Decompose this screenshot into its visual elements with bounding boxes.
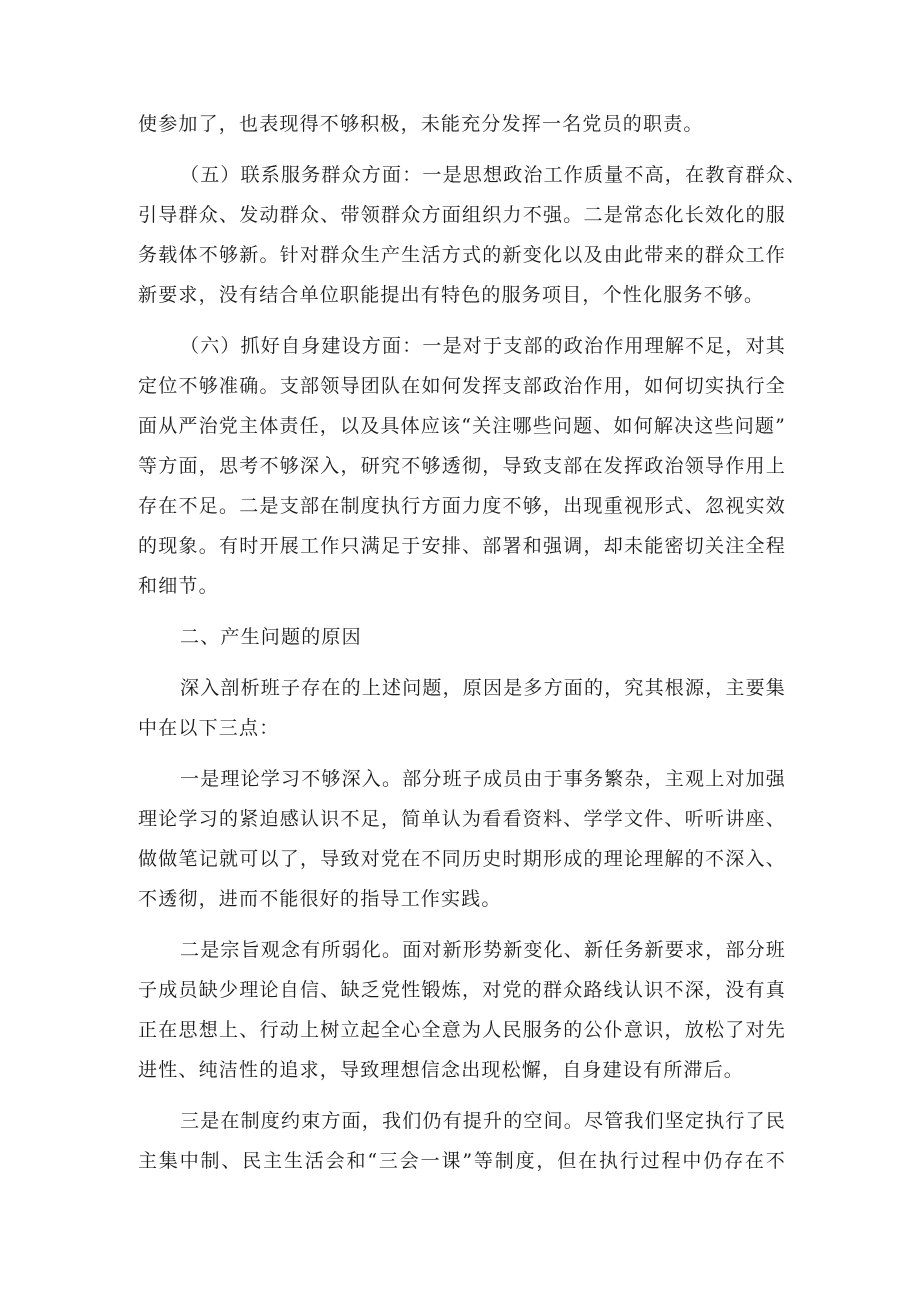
text-line: 务载体不够新。针对群众生产生活方式的新变化以及由此带来的群众工作	[138, 244, 786, 266]
text-line: 二是宗旨观念有所弱化。面对新形势新变化、新任务新要求，部分班	[180, 939, 787, 961]
text-line: 三是在制度约束方面，我们仍有提升的空间。尽管我们坚定执行了民	[180, 1110, 787, 1132]
text-line: 新要求，没有结合单位职能提出有特色的服务项目，个性化服务不够。	[138, 284, 765, 306]
paragraph-analysis-intro	[138, 668, 786, 748]
text-line: 一是理论学习不够深入。部分班子成员由于事务繁杂，主观上对加强	[180, 768, 787, 790]
text-line: （五）联系服务群众方面：一是思想政治工作质量不高，在教育群众、	[180, 164, 807, 186]
text-line: 理论学习的紧迫感认识不足，简单认为看看资料、学学文件、听听讲座、	[138, 808, 786, 830]
text-line: 正在思想上、行动上树立起全心全意为人民服务的公仆意识，放松了对先	[138, 1019, 786, 1041]
paragraph-system-constraint	[138, 1101, 786, 1181]
text-line: 主集中制、民主生活会和“三会一课”等制度，但在执行过程中仍存在不	[138, 1150, 786, 1172]
heading-text: 二、产生问题的原因	[180, 626, 362, 648]
paragraph-theory-study	[138, 759, 786, 919]
section-heading	[138, 617, 786, 657]
text-line: 存在不足。二是支部在制度执行方面力度不够，出现重视形式、忽视实效	[138, 495, 786, 517]
text-line: （六）抓好自身建设方面：一是对于支部的政治作用理解不足，对其	[180, 335, 787, 357]
text-line: 使参加了，也表现得不够积极，未能充分发挥一名党员的职责。	[138, 113, 704, 135]
text-line: 子成员缺少理论自信、缺乏党性锻炼，对党的群众路线认识不深，没有真	[138, 979, 786, 1001]
text-line: 的现象。有时开展工作只满足于安排、部署和强调，却未能密切关注全程	[138, 535, 786, 557]
text-line: 不透彻，进而不能很好的指导工作实践。	[138, 888, 502, 910]
document-page	[138, 104, 807, 1181]
text-line: 中在以下三点：	[138, 717, 280, 739]
text-line: 进性、纯洁性的追求，导致理想信念出现松懈，自身建设有所滞后。	[138, 1059, 745, 1081]
text-line: 定位不够准确。支部领导团队在如何发挥支部政治作用，如何切实执行全	[138, 375, 786, 397]
text-line: 深入剖析班子存在的上述问题，原因是多方面的，究其根源，主要集	[180, 677, 787, 699]
text-line: 引导群众、发动群众、带领群众方面组织力不强。二是常态化长效化的服	[138, 204, 786, 226]
paragraph-self-construction	[138, 326, 786, 606]
text-line: 和细节。	[138, 575, 219, 597]
text-line: 面从严治党主体责任，以及具体应该“关注哪些问题、如何解决这些问题”	[138, 415, 787, 437]
paragraph-service-masses	[138, 155, 807, 315]
paragraph-purpose-concept	[138, 930, 786, 1090]
paragraph-continuation	[138, 104, 786, 144]
text-line: 等方面，思考不够深入，研究不够透彻，导致支部在发挥政治领导作用上	[138, 455, 786, 477]
text-line: 做做笔记就可以了，导致对党在不同历史时期形成的理论理解的不深入、	[138, 848, 786, 870]
